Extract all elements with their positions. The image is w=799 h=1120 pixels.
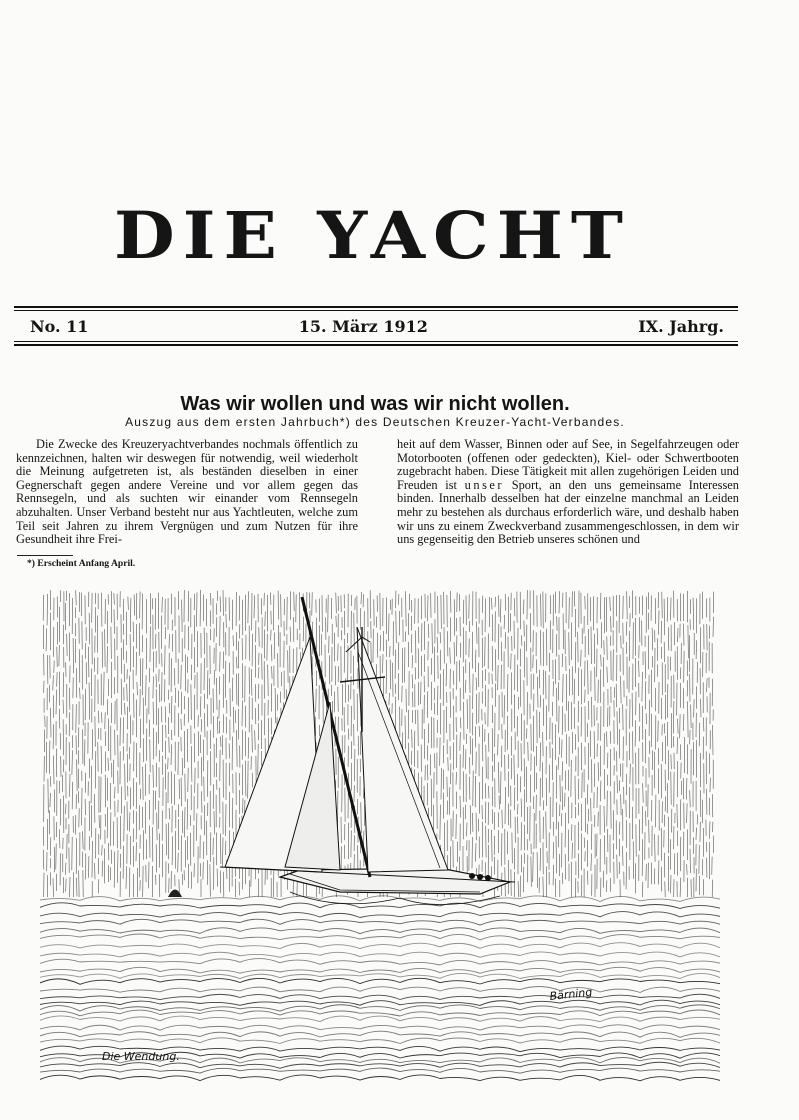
article-subheadline: Auszug aus dem ersten Jahrbuch*) des Deutschen Kreuzer-Yacht-Verbandes. [125,415,625,429]
article-column-right [397,438,739,547]
right-text-after: Sport, an den uns gemeinsame Interessen binden. Innerhalb desselben hat der einzelne manchmal an Leiden mehr zu bestehen als durchaus erforderlich wäre, und deshalb haben wir uns zu einem Zweckverband zusammengeschlossen, in dem wir uns gegenseitig den Betrieb unseres schönen und [397,477,739,547]
issue-number: No. 11 [30,316,89,336]
illustration-signature: Bärning [548,985,593,1003]
issue-date: 15. März 1912 [298,316,428,336]
footnote: *) Erscheint Anfang April. [27,558,136,569]
footnote-rule [17,555,73,556]
article-paragraph-left: Die Zwecke des Kreuzeryachtverbandes nochmals öffentlich zu kennzeichnen, halten wir deswegen für notwendig, weil wiederholt die Meinung aufgetreten ist, als beständen dieselben in einer Gegnerschaft gegen andere Vereine und vor allem gegen das Rennsegeln, und als suchten wir einander vom Rennsegeln abzuhalten. Unser Verband besteht nur aus Yachtleuten, welche zum Teil seit Jahren zu ihrem Vergnügen und zum Nutzen für ihre Gesundheit ihre Frei- [16,437,358,547]
article-headline: Was wir wollen und was wir nicht wollen. [180,393,570,415]
right-text-before: heit auf dem Wasser, Binnen oder auf See, in Segelfahrzeugen oder Motorbooten (offenen oder gedeckten), Kiel- oder Schwertbooten zugebracht haben. Diese Tätigkeit mit allen zugehörigen Leiden und Freuden ist [397,437,739,492]
article-paragraph-right [397,438,739,547]
issue-volume: IX. Jahrg. [638,316,724,336]
issue-info-bar [30,313,724,339]
masthead-rule-bottom-1 [14,341,738,342]
masthead-rule-top-1 [14,306,738,308]
article-column-left [16,438,358,547]
masthead-title: DIE YACHT [114,197,631,274]
masthead-rule-top-2 [14,310,738,311]
emphasis-word: unser [464,477,505,492]
illustration-caption: Die Wendung. [102,1050,180,1063]
masthead-rule-bottom-2 [14,344,738,346]
sailing-yacht-illustration [40,582,720,1097]
